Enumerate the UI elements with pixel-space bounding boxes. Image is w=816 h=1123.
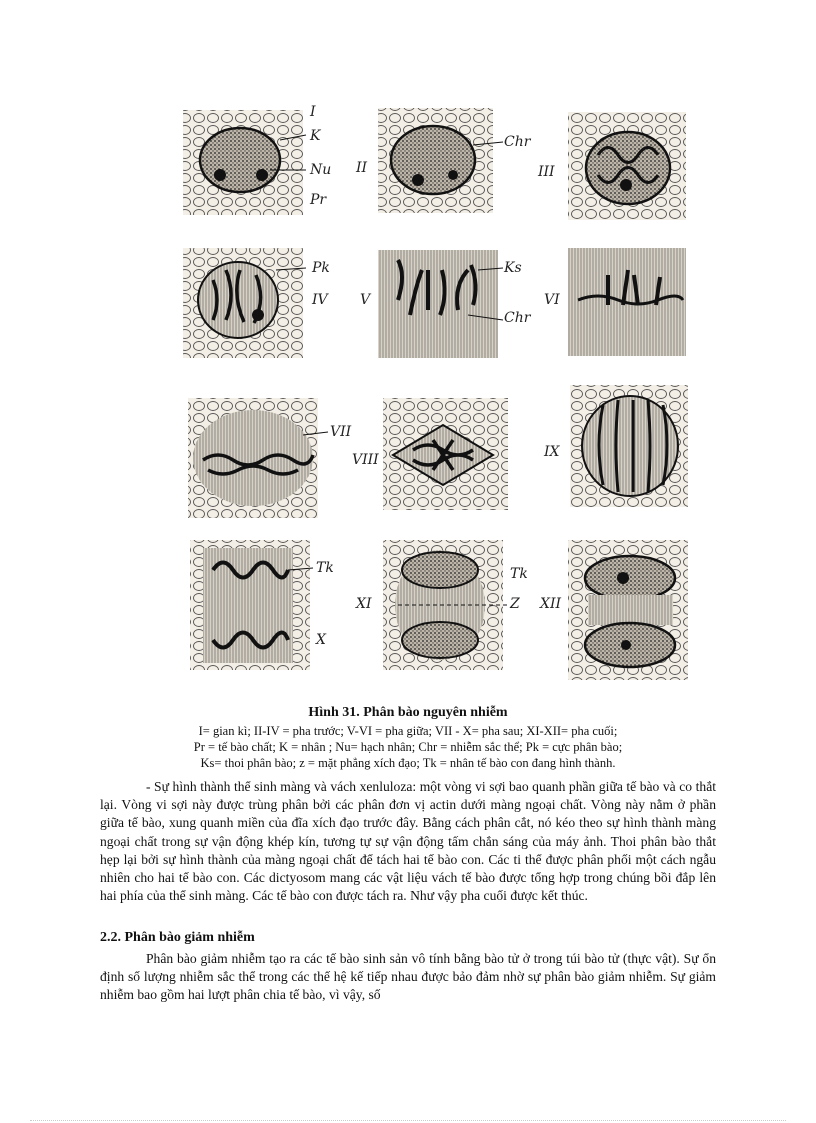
label-Chr-V: Chr (504, 310, 531, 326)
label-VIII: VIII (352, 452, 379, 468)
label-Pr: Pr (310, 192, 327, 208)
label-K: K (310, 128, 321, 144)
mitosis-figure (178, 100, 690, 696)
figure-caption-line1: I= gian kì; II-IV = pha trước; V-VI = pha giữa; VII - X= pha sau; XI-XII= pha cuối; (198, 724, 618, 738)
label-Pk: Pk (312, 260, 330, 276)
label-Chr-II: Chr (504, 134, 531, 150)
label-Z: Z (510, 596, 520, 612)
figure-caption-line3: Ks= thoi phân bào; z = mặt phẳng xích đạo; Tk = nhân tế bào con đang hình thành. (200, 756, 616, 770)
label-Tk-X: Tk (316, 560, 334, 576)
label-Nu: Nu (310, 162, 332, 178)
panel-XII (568, 540, 688, 680)
panel-VIII (383, 398, 508, 510)
paragraph-2-text: Phân bào giảm nhiễm tạo ra các tế bào sinh sản vô tính bằng bào tử ở trong túi bào tử (thực vật). Sự ổn định số lượng nhiễm sắc thể trong các thế hệ kế tiếp nhau được bảo đảm nhờ sự phân bào giảm nhiễm. Sự giảm nhiễm bao gồm hai lượt phân chia tế bào, vì vậy, số (100, 951, 716, 1003)
figure-caption-line2: Pr = tế bào chất; K = nhân ; Nu= hạch nhân; Chr = nhiễm sắc thể; Pk = cực phân bào; (193, 740, 623, 754)
panel-XI (383, 540, 508, 670)
panel-IV (183, 248, 306, 358)
panel-V (378, 250, 503, 358)
label-VI: VI (544, 292, 560, 308)
label-I: I (310, 104, 316, 120)
label-IV: IV (312, 292, 328, 308)
label-V: V (360, 292, 371, 308)
label-XII: XII (540, 596, 562, 612)
label-VII: VII (330, 424, 352, 440)
label-XI: XI (356, 596, 372, 612)
label-Tk-XI: Tk (510, 566, 528, 582)
label-X: X (316, 632, 326, 648)
panel-IX (570, 385, 688, 507)
figure-caption-title: Hình 31. Phân bào nguyên nhiễm (308, 705, 508, 720)
panel-I (183, 110, 306, 215)
panel-III (568, 112, 686, 220)
paragraph-1-text: - Sự hình thành thể sinh màng và vách xenluloza: một vòng vi sợi bao quanh phần giữa tế bào và co thắt lại. Vòng vi sợi này được trùng phân bởi các phân đơn vị actin dưới màng ngoại chất. Vòng này nằm ở phần giữa tế bào, xung quanh miền của đĩa xích đạo trước đây. Bằng cách phân cắt, nó kéo theo sự hình thành màng ngoại chất trong sự vận động khép kín, tương tự sự vận động tấm chắn sáng của máy ảnh. Thoi phân bào thắt hẹp lại bởi sự hình thành của màng ngoại chất để tách hai tế bào con. Các ti thể được phân phối một cách ngẫu nhiên cho hai tế bào con. Các dictyosom mang các vật liệu vách tế bào được tổng hợp trong chúng bồi đắp lên hai phía của thể sinh màng. Các tế bào con được tách ra. Như vậy pha cuối được kết thúc. (100, 779, 716, 904)
body-paragraph-2 (100, 950, 716, 1005)
label-Ks: Ks (504, 260, 522, 276)
panel-X (190, 540, 313, 670)
panel-VII (188, 398, 328, 518)
body-paragraph-1 (100, 778, 716, 905)
panel-VI (568, 248, 686, 356)
label-IX: IX (544, 444, 560, 460)
label-II: II (356, 160, 368, 176)
panel-II (378, 108, 503, 213)
page-footer-rule (30, 1120, 786, 1121)
mitosis-illustration (178, 100, 690, 696)
label-III: III (538, 164, 555, 180)
section-heading: 2.2. Phân bào giảm nhiễm (100, 930, 255, 945)
